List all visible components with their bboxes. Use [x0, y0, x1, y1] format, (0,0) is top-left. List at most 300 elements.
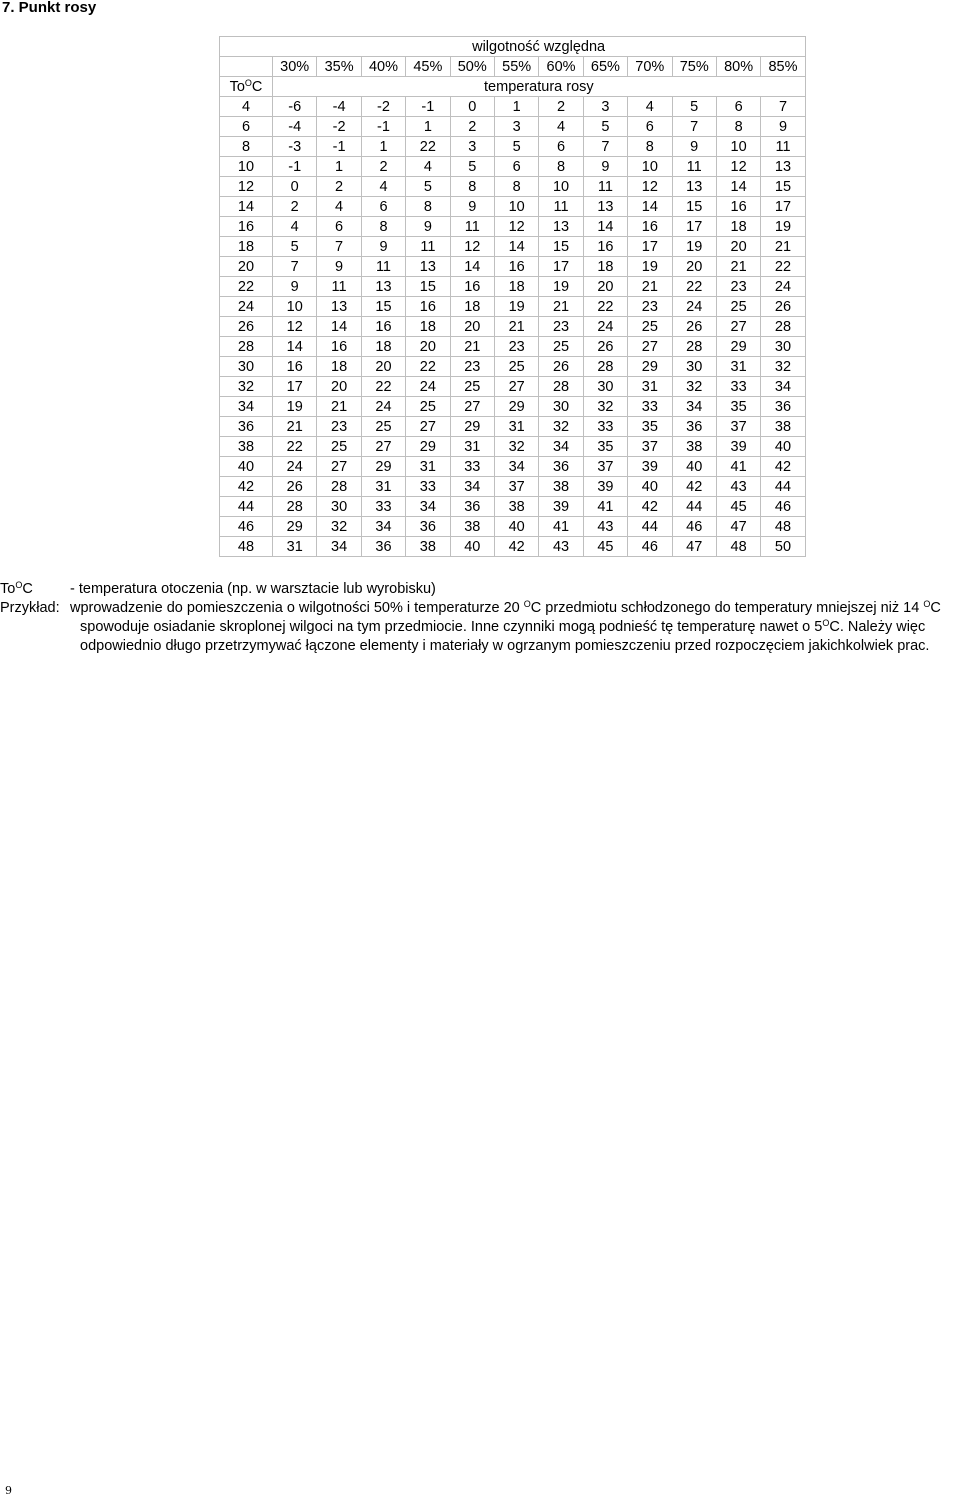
dew-point-cell: 42 [628, 497, 672, 517]
humidity-col-header: 80% [716, 57, 760, 77]
dew-point-cell: 40 [672, 457, 716, 477]
page-number: 9 [5, 1484, 12, 1497]
ambient-temp-cell: 10 [220, 157, 273, 177]
dew-point-cell: 46 [672, 517, 716, 537]
dew-point-cell: 27 [406, 417, 450, 437]
ambient-temp-cell: 38 [220, 437, 273, 457]
dew-point-cell: 14 [583, 217, 627, 237]
dew-point-cell: 25 [716, 297, 760, 317]
dew-point-cell: 33 [450, 457, 494, 477]
table-row [220, 317, 806, 337]
dew-point-cell: 13 [361, 277, 405, 297]
dew-point-cell: 37 [628, 437, 672, 457]
dew-point-cell: 10 [494, 197, 538, 217]
ambient-temp-cell: 12 [220, 177, 273, 197]
dew-point-cell: 25 [361, 417, 405, 437]
dew-point-cell: 24 [583, 317, 627, 337]
dew-point-cell: 14 [317, 317, 361, 337]
table-row [220, 237, 806, 257]
dew-point-cell: 20 [406, 337, 450, 357]
dew-point-cell: 25 [317, 437, 361, 457]
table-row [220, 177, 806, 197]
dew-point-cell: 46 [761, 497, 805, 517]
dew-point-cell: 31 [628, 377, 672, 397]
dew-point-cell: 34 [539, 437, 583, 457]
dew-point-cell: 27 [361, 437, 405, 457]
dew-point-cell: 27 [628, 337, 672, 357]
dew-point-table [219, 36, 806, 557]
dew-point-cell: 11 [539, 197, 583, 217]
dew-point-cell: 8 [628, 137, 672, 157]
dew-point-cell: 23 [317, 417, 361, 437]
dew-point-cell: 9 [361, 237, 405, 257]
humidity-col-header: 30% [273, 57, 317, 77]
ambient-temp-cell: 34 [220, 397, 273, 417]
dew-point-cell: 15 [406, 277, 450, 297]
dew-point-cell: 22 [361, 377, 405, 397]
dew-point-cell: 11 [450, 217, 494, 237]
dew-point-cell: 26 [761, 297, 805, 317]
dew-point-cell: 27 [317, 457, 361, 477]
dew-point-cell: 37 [494, 477, 538, 497]
dew-point-cell: 30 [672, 357, 716, 377]
humidity-col-header: 70% [628, 57, 672, 77]
dew-point-cell: 12 [450, 237, 494, 257]
dew-point-cell: 22 [406, 137, 450, 157]
dew-point-cell: 19 [539, 277, 583, 297]
dew-point-cell: 17 [273, 377, 317, 397]
dew-point-cell: 8 [716, 117, 760, 137]
dew-point-cell: 30 [761, 337, 805, 357]
dew-point-cell: 34 [406, 497, 450, 517]
dew-point-cell: 38 [406, 537, 450, 557]
dew-point-cell: 41 [583, 497, 627, 517]
dew-point-cell: 0 [273, 177, 317, 197]
dew-point-cell: 8 [539, 157, 583, 177]
ambient-temp-cell: 14 [220, 197, 273, 217]
dew-point-cell: 7 [672, 117, 716, 137]
ambient-temp-cell: 28 [220, 337, 273, 357]
ambient-temp-cell: 18 [220, 237, 273, 257]
dew-point-cell: 33 [361, 497, 405, 517]
dew-point-cell: 17 [761, 197, 805, 217]
dew-point-cell: 27 [494, 377, 538, 397]
dew-point-cell: 23 [628, 297, 672, 317]
dew-point-cell: 5 [406, 177, 450, 197]
dew-point-cell: 32 [583, 397, 627, 417]
dew-point-cell: 0 [450, 97, 494, 117]
dew-point-cell: 11 [317, 277, 361, 297]
dew-point-cell: 4 [628, 97, 672, 117]
dew-point-cell: 38 [761, 417, 805, 437]
table-row [220, 157, 806, 177]
example-line-1 [0, 599, 960, 618]
dew-point-cell: 1 [494, 97, 538, 117]
dew-point-cell: 25 [628, 317, 672, 337]
dew-point-cell: 15 [761, 177, 805, 197]
humidity-col-header: 85% [761, 57, 805, 77]
dew-point-cell: 21 [628, 277, 672, 297]
dew-point-cell: 5 [494, 137, 538, 157]
dew-point-cell: 16 [406, 297, 450, 317]
example-text-2: spowoduje osiadanie skroplonej wilgoci na tym przedmiocie. Inne czynniki mogą podnieść tę temperaturę nawet o $5^OC$. Należy więc [80, 618, 926, 635]
dew-point-cell: 18 [716, 217, 760, 237]
header-row-group [220, 37, 806, 57]
dew-point-cell: 21 [761, 237, 805, 257]
dew-point-cell: 2 [273, 197, 317, 217]
ambient-temp-cell: 30 [220, 357, 273, 377]
dew-point-cell: 5 [672, 97, 716, 117]
dew-point-cell: -4 [273, 117, 317, 137]
dew-point-cell: 42 [761, 457, 805, 477]
dew-point-cell: 12 [628, 177, 672, 197]
table-row [220, 117, 806, 137]
dew-point-cell: 38 [672, 437, 716, 457]
dew-point-cell: 16 [583, 237, 627, 257]
dew-point-cell: -2 [361, 97, 405, 117]
dew-point-cell: 28 [539, 377, 583, 397]
dew-point-cell: 9 [317, 257, 361, 277]
dew-point-cell: 23 [494, 337, 538, 357]
dew-point-cell: 8 [450, 177, 494, 197]
humidity-col-header: 65% [583, 57, 627, 77]
table-row [220, 137, 806, 157]
humidity-col-header: 55% [494, 57, 538, 77]
dew-point-cell: 33 [406, 477, 450, 497]
dew-point-cell: 29 [628, 357, 672, 377]
dew-point-cell: 31 [361, 477, 405, 497]
dew-point-cell: -1 [406, 97, 450, 117]
dew-point-cell: 26 [672, 317, 716, 337]
dew-point-cell: 12 [494, 217, 538, 237]
table-row [220, 257, 806, 277]
dew-point-cell: 19 [761, 217, 805, 237]
dew-point-cell: 36 [450, 497, 494, 517]
dew-point-cell: 13 [539, 217, 583, 237]
dew-point-cell: 7 [273, 257, 317, 277]
dew-point-cell: -1 [273, 157, 317, 177]
dew-point-cell: 35 [628, 417, 672, 437]
dew-point-cell: 34 [361, 517, 405, 537]
dew-point-cell: 11 [583, 177, 627, 197]
dew-point-cell: 25 [539, 337, 583, 357]
dew-point-cell: 36 [672, 417, 716, 437]
dew-point-cell: 32 [761, 357, 805, 377]
dew-point-cell: 16 [628, 217, 672, 237]
dew-point-cell: 18 [406, 317, 450, 337]
dew-point-cell: 10 [539, 177, 583, 197]
dew-point-cell: 4 [361, 177, 405, 197]
dew-point-cell: 19 [672, 237, 716, 257]
dew-point-cell: 13 [672, 177, 716, 197]
ambient-temp-cell: 8 [220, 137, 273, 157]
dew-point-cell: 29 [716, 337, 760, 357]
dew-point-cell: 31 [273, 537, 317, 557]
section-heading: 7. Punkt rosy [2, 0, 97, 16]
dew-point-cell: 8 [361, 217, 405, 237]
dew-point-cell: 37 [716, 417, 760, 437]
dew-point-cell: 24 [361, 397, 405, 417]
dew-point-cell: 36 [761, 397, 805, 417]
ambient-temp-cell: 32 [220, 377, 273, 397]
dew-point-cell: 18 [317, 357, 361, 377]
dew-point-cell: 19 [273, 397, 317, 417]
dew-point-cell: 7 [583, 137, 627, 157]
dew-point-cell: 11 [761, 137, 805, 157]
dew-point-cell: 42 [672, 477, 716, 497]
dew-point-cell: 16 [450, 277, 494, 297]
dew-point-cell: 21 [539, 297, 583, 317]
dew-point-cell: 21 [317, 397, 361, 417]
humidity-col-header: 45% [406, 57, 450, 77]
dew-point-cell: 48 [716, 537, 760, 557]
dew-point-cell: 9 [273, 277, 317, 297]
dew-point-cell: 28 [273, 497, 317, 517]
dew-point-cell: 16 [361, 317, 405, 337]
dew-point-cell: 6 [539, 137, 583, 157]
dew-point-cell: 39 [583, 477, 627, 497]
dew-point-cell: 21 [273, 417, 317, 437]
dew-temperature-header: temperatura rosy [273, 77, 806, 97]
ambient-temp-cell: 4 [220, 97, 273, 117]
dew-point-cell: 39 [716, 437, 760, 457]
dew-point-cell: 28 [672, 337, 716, 357]
dew-point-cell: 16 [494, 257, 538, 277]
ambient-temp-cell: 42 [220, 477, 273, 497]
dew-point-cell: 24 [672, 297, 716, 317]
ambient-temp-cell: 36 [220, 417, 273, 437]
example-text-3: odpowiednio długo przetrzymywać łączone elementy i materiały w ogrzanym pomieszczeniu przed rozpoczęciem jakichkolwiek prac. [80, 638, 930, 654]
dew-point-cell: 34 [672, 397, 716, 417]
ambient-temp-cell: 22 [220, 277, 273, 297]
humidity-col-header: 50% [450, 57, 494, 77]
dew-point-cell: 15 [672, 197, 716, 217]
table-row [220, 417, 806, 437]
dew-point-cell: 32 [494, 437, 538, 457]
dew-point-cell: 13 [761, 157, 805, 177]
dew-point-cell: 38 [539, 477, 583, 497]
dew-point-cell: 25 [450, 377, 494, 397]
dew-point-cell: 20 [583, 277, 627, 297]
table-row [220, 297, 806, 317]
dew-point-cell: 22 [672, 277, 716, 297]
dew-point-cell: 8 [494, 177, 538, 197]
dew-point-cell: 21 [450, 337, 494, 357]
dew-point-cell: 12 [273, 317, 317, 337]
dew-point-cell: -1 [317, 137, 361, 157]
dew-point-cell: 19 [628, 257, 672, 277]
dew-point-cell: 20 [716, 237, 760, 257]
dew-point-cell: 1 [361, 137, 405, 157]
dew-point-cell: 36 [406, 517, 450, 537]
dew-point-cell: 14 [450, 257, 494, 277]
dew-point-cell: 29 [361, 457, 405, 477]
dew-point-cell: 29 [406, 437, 450, 457]
dew-point-cell: 32 [539, 417, 583, 437]
dew-point-cell: 10 [273, 297, 317, 317]
dew-point-cell: 45 [716, 497, 760, 517]
dew-point-cell: 13 [406, 257, 450, 277]
dew-point-cell: 4 [317, 197, 361, 217]
dew-point-cell: 36 [539, 457, 583, 477]
dew-point-cell: 35 [583, 437, 627, 457]
dew-point-cell: 40 [450, 537, 494, 557]
dew-point-cell: 37 [583, 457, 627, 477]
dew-point-cell: 40 [628, 477, 672, 497]
dew-point-cell: 2 [450, 117, 494, 137]
dew-point-cell: -4 [317, 97, 361, 117]
dew-point-cell: 20 [317, 377, 361, 397]
dew-point-cell: 25 [406, 397, 450, 417]
dew-point-cell: 42 [494, 537, 538, 557]
dew-point-cell: 6 [361, 197, 405, 217]
dew-point-cell: 24 [273, 457, 317, 477]
dew-point-cell: 28 [761, 317, 805, 337]
dew-point-cell: 9 [672, 137, 716, 157]
dew-point-cell: 14 [273, 337, 317, 357]
dew-point-cell: 19 [494, 297, 538, 317]
ambient-temp-cell: 44 [220, 497, 273, 517]
dew-point-cell: 26 [583, 337, 627, 357]
dew-point-cell: 11 [672, 157, 716, 177]
dew-point-cell: 3 [494, 117, 538, 137]
ambient-temp-cell: 40 [220, 457, 273, 477]
dew-point-cell: 17 [539, 257, 583, 277]
dew-point-cell: 30 [539, 397, 583, 417]
dew-point-cell: 25 [494, 357, 538, 377]
table-row [220, 97, 806, 117]
table-row [220, 477, 806, 497]
dew-point-cell: 41 [539, 517, 583, 537]
dew-point-cell: 29 [273, 517, 317, 537]
dew-point-cell: 33 [716, 377, 760, 397]
dew-point-cell: 20 [361, 357, 405, 377]
dew-point-cell: 27 [450, 397, 494, 417]
dew-point-cell: 6 [494, 157, 538, 177]
row-label-header: $To^OC$ [220, 77, 273, 97]
dew-point-cell: 18 [450, 297, 494, 317]
dew-point-cell: 4 [406, 157, 450, 177]
dew-point-cell: 23 [450, 357, 494, 377]
dew-point-cell: 38 [494, 497, 538, 517]
notes [0, 580, 960, 656]
dew-point-cell: 43 [539, 537, 583, 557]
dew-point-cell: 10 [716, 137, 760, 157]
dew-point-cell: 30 [583, 377, 627, 397]
dew-point-cell: 16 [716, 197, 760, 217]
dew-point-cell: 31 [406, 457, 450, 477]
dew-point-cell: 22 [406, 357, 450, 377]
dew-point-cell: 10 [628, 157, 672, 177]
dew-point-cell: 33 [583, 417, 627, 437]
dew-point-cell: 6 [317, 217, 361, 237]
dew-point-cell: 30 [317, 497, 361, 517]
dew-point-cell: 14 [628, 197, 672, 217]
dew-point-cell: 3 [583, 97, 627, 117]
dew-point-cell: -6 [273, 97, 317, 117]
humidity-col-header: 35% [317, 57, 361, 77]
ambient-temp-cell: 46 [220, 517, 273, 537]
dew-point-cell: -3 [273, 137, 317, 157]
dew-point-cell: 18 [494, 277, 538, 297]
humidity-col-header: 60% [539, 57, 583, 77]
humidity-group-header: wilgotność względna [273, 37, 806, 57]
header-row-subheader [220, 77, 806, 97]
dew-point-cell: 38 [450, 517, 494, 537]
humidity-col-header: 40% [361, 57, 405, 77]
dew-point-cell: 44 [672, 497, 716, 517]
dew-point-cell: 34 [494, 457, 538, 477]
dew-point-cell: 20 [672, 257, 716, 277]
dew-point-cell: 47 [672, 537, 716, 557]
table-row [220, 497, 806, 517]
humidity-col-header: 75% [672, 57, 716, 77]
dew-point-cell: 26 [539, 357, 583, 377]
legend-text: - temperatura otoczenia (np. w warsztacie lub wyrobisku) [70, 581, 436, 597]
dew-point-cell: 23 [539, 317, 583, 337]
dew-point-cell: 2 [539, 97, 583, 117]
dew-point-cell: 47 [716, 517, 760, 537]
dew-point-cell: 13 [583, 197, 627, 217]
dew-point-cell: 22 [761, 257, 805, 277]
table-row [220, 437, 806, 457]
dew-point-cell: 43 [583, 517, 627, 537]
dew-point-cell: 31 [716, 357, 760, 377]
table-row [220, 377, 806, 397]
dew-point-cell: 34 [450, 477, 494, 497]
dew-point-cell: 9 [583, 157, 627, 177]
dew-point-cell: 29 [494, 397, 538, 417]
dew-point-cell: 1 [317, 157, 361, 177]
dew-point-cell: -2 [317, 117, 361, 137]
dew-point-cell: 11 [361, 257, 405, 277]
dew-point-cell: 46 [628, 537, 672, 557]
dew-point-cell: 31 [494, 417, 538, 437]
dew-point-cell: 9 [450, 197, 494, 217]
dew-point-cell: 28 [583, 357, 627, 377]
dew-point-cell: 32 [317, 517, 361, 537]
dew-point-cell: 18 [583, 257, 627, 277]
dew-point-cell: 5 [583, 117, 627, 137]
dew-point-cell: 7 [761, 97, 805, 117]
dew-point-cell: 6 [628, 117, 672, 137]
dew-point-cell: 5 [450, 157, 494, 177]
dew-point-cell: 23 [716, 277, 760, 297]
dew-point-cell: 45 [583, 537, 627, 557]
dew-point-cell: 18 [361, 337, 405, 357]
dew-point-cell: 44 [628, 517, 672, 537]
dew-point-cell: 35 [716, 397, 760, 417]
ambient-temp-cell: 20 [220, 257, 273, 277]
example-label: Przykład: [0, 600, 60, 616]
table-row [220, 517, 806, 537]
dew-point-cell: 22 [273, 437, 317, 457]
dew-point-cell: 20 [450, 317, 494, 337]
ambient-temp-cell: 6 [220, 117, 273, 137]
ambient-temp-cell: 16 [220, 217, 273, 237]
dew-point-cell: 39 [628, 457, 672, 477]
dew-point-cell: 15 [361, 297, 405, 317]
dew-point-cell: 24 [406, 377, 450, 397]
dew-point-cell: 16 [273, 357, 317, 377]
table-row [220, 537, 806, 557]
dew-point-cell: 5 [273, 237, 317, 257]
dew-point-cell: 13 [317, 297, 361, 317]
dew-point-cell: 44 [761, 477, 805, 497]
dew-point-cell: 26 [273, 477, 317, 497]
dew-point-cell: 29 [450, 417, 494, 437]
dew-point-cell: 14 [494, 237, 538, 257]
